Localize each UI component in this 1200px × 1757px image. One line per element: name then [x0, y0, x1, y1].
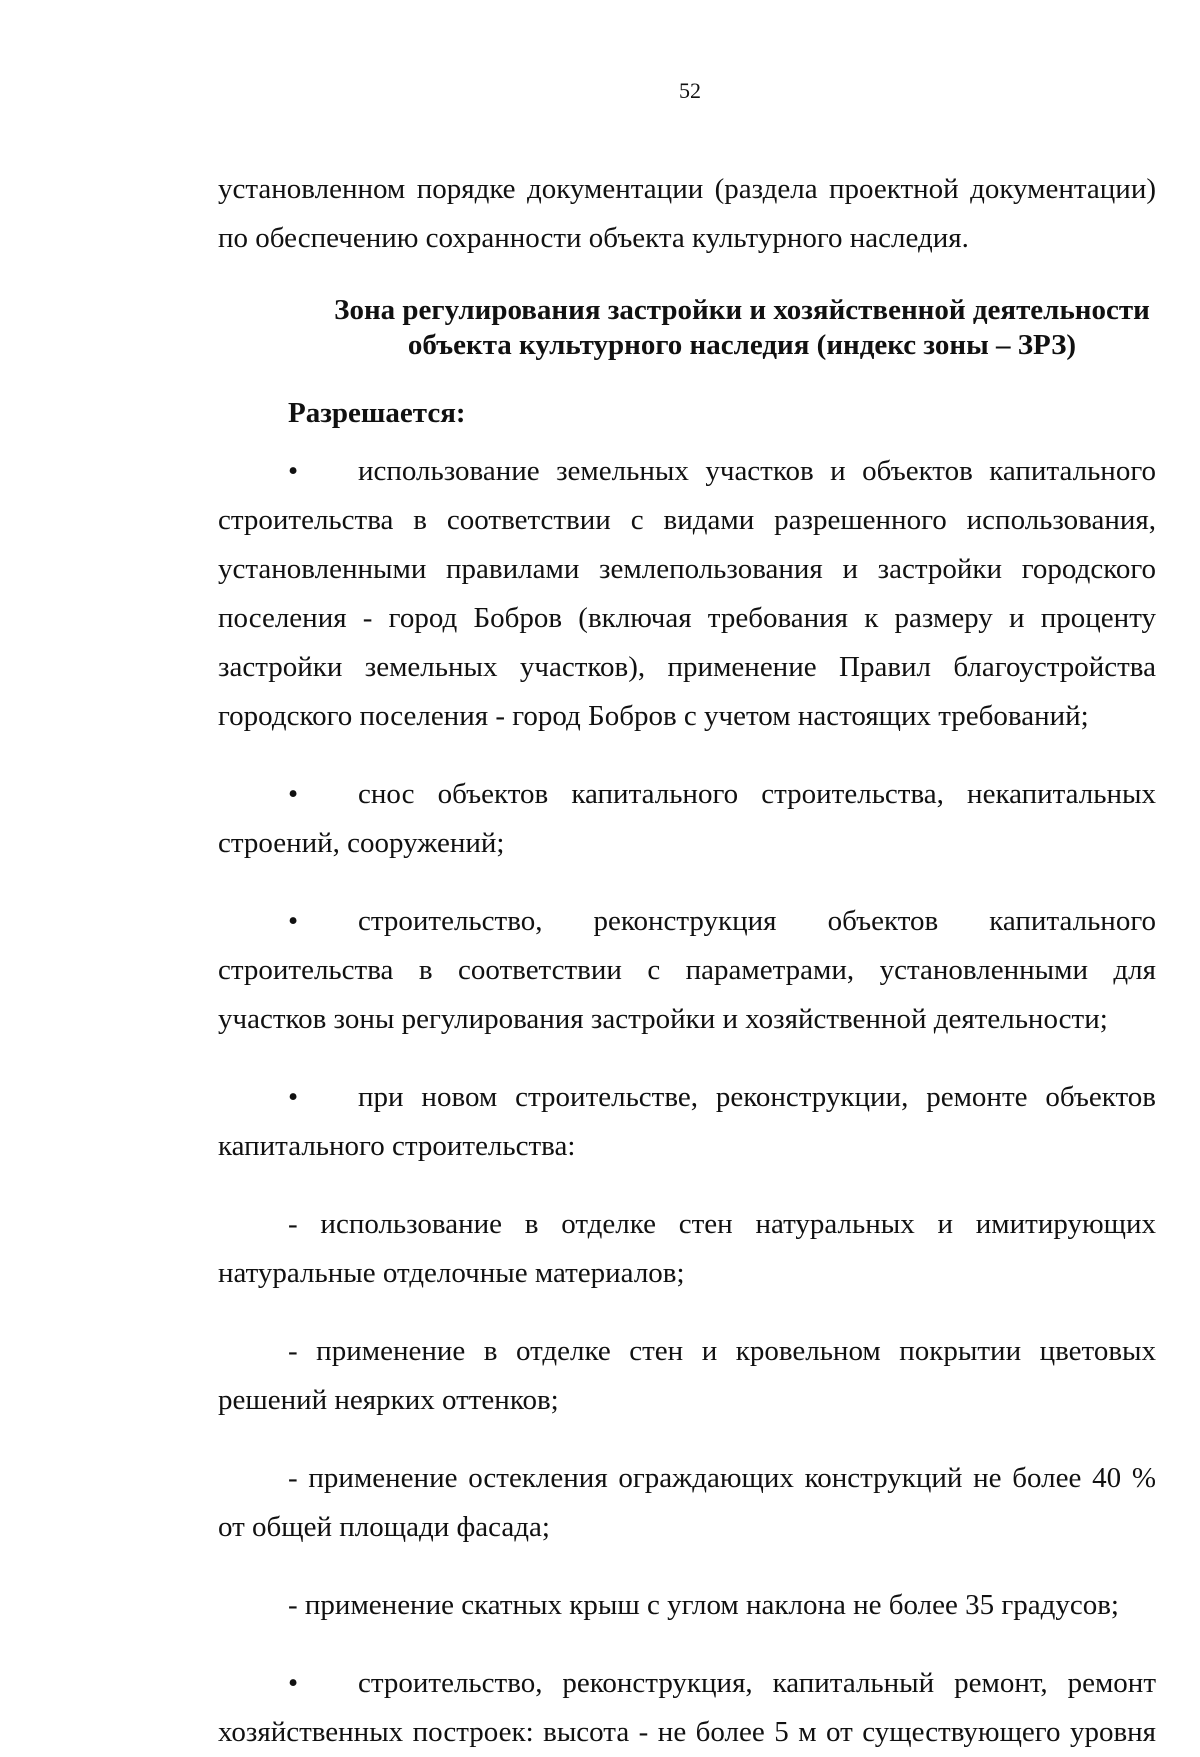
- list-item: [218, 897, 1156, 1044]
- bullet-icon: •: [288, 778, 299, 810]
- bullet-icon: •: [288, 1081, 299, 1113]
- section-heading: Зона регулирования застройки и хозяйственной деятельности объекта культурного наследия (индекс зоны – ЗРЗ): [334, 294, 1150, 361]
- list-item-text: строительство, реконструкция, капитальный ремонт, ремонт хозяйственных построек: высота - не более 5 м от существующего уровня: [218, 1667, 1156, 1748]
- permitted-list: [218, 447, 1156, 1757]
- sub-list-item: - применение в отделке стен и кровельном покрытии цветовых решений неярких оттенков;: [218, 1335, 1156, 1416]
- continuation-paragraph: установленном порядке документации (раздела проектной документации) по обеспечению сохранности объекта культурного наследия.: [218, 173, 1156, 254]
- document-body: [218, 165, 1156, 1757]
- list-item: [218, 447, 1156, 741]
- list-item: [218, 1073, 1156, 1171]
- list-item-text: использование земельных участков и объектов капитального строительства в соответствии с видами разрешенного использования, установленными правилами землепользования и застройки городского поселения - город Бобров (включая требования к размеру и проценту застройки земельных участков), применение Правил благоустройства городского поселения - город Бобров с учетом настоящих требований;: [218, 455, 1156, 732]
- bullet-icon: •: [288, 1667, 299, 1699]
- sub-list-item: - применение остекления ограждающих конструкций не более 40 % от общей площади фасада;: [218, 1462, 1156, 1543]
- list-item: [218, 770, 1156, 868]
- list-item-text: при новом строительстве, реконструкции, ремонте объектов капитального строительства:: [218, 1081, 1156, 1162]
- sub-list-item: - применение скатных крыш с углом наклона не более 35 градусов;: [288, 1589, 1119, 1621]
- list-item: [218, 1659, 1156, 1757]
- list-item-text: строительство, реконструкция объектов капитального строительства в соответствии с параметрами, установленными для участков зоны регулирования застройки и хозяйственной деятельности;: [218, 905, 1156, 1035]
- bullet-icon: •: [288, 905, 299, 937]
- bullet-icon: •: [288, 455, 299, 487]
- permitted-subheading: Разрешается:: [288, 397, 466, 429]
- page-number: 52: [679, 78, 701, 103]
- sub-list-item: - использование в отделке стен натуральных и имитирующих натуральные отделочные материалов;: [218, 1208, 1156, 1289]
- list-item-text: снос объектов капитального строительства, некапитальных строений, сооружений;: [218, 778, 1156, 859]
